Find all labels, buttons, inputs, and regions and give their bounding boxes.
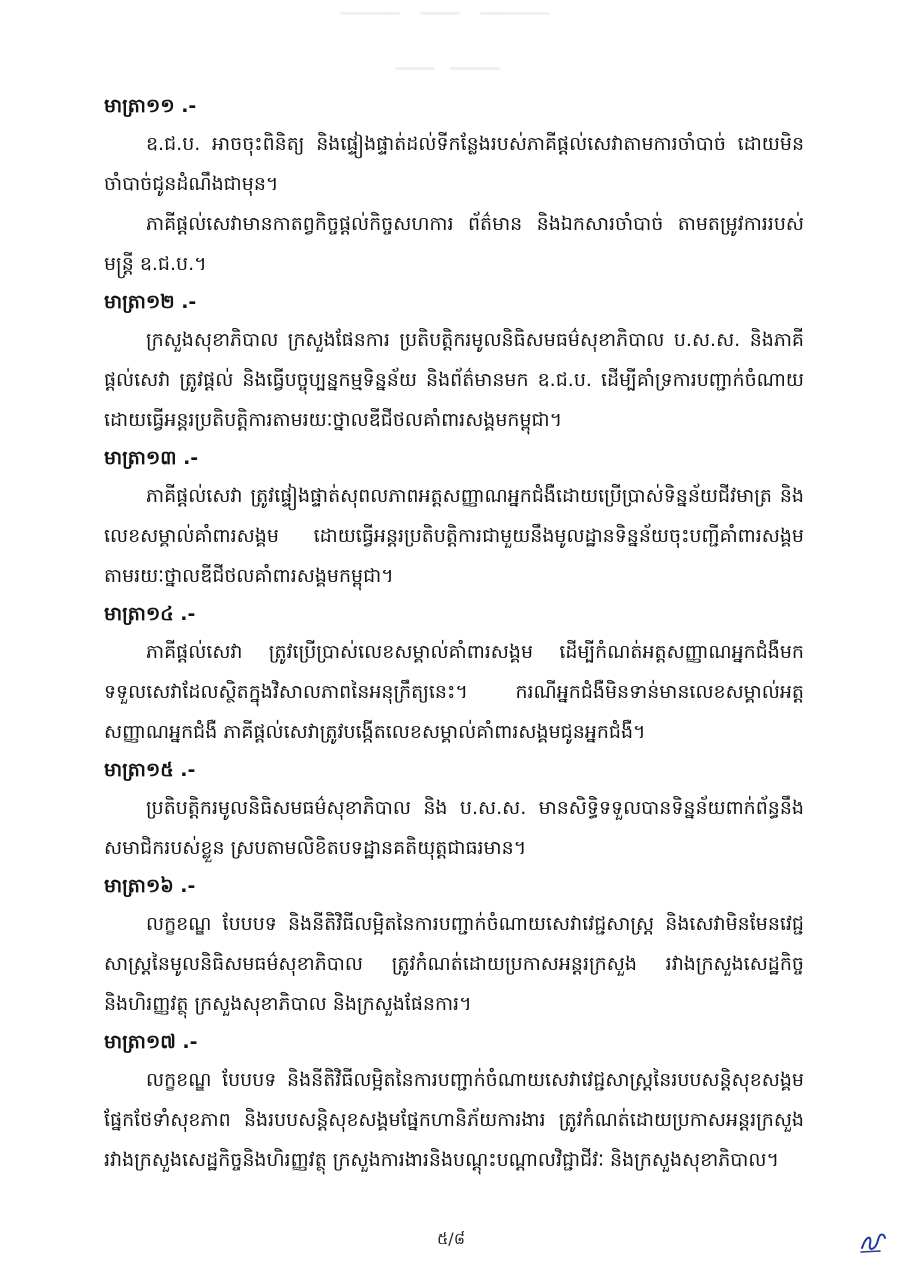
article-paragraph: ឧ.ជ.ប. អាចចុះពិនិត្យ និងផ្ទៀងផ្ទាត់ដល់ទីកន្លែងរបស់ភាគីផ្តល់សេវាតាមការចាំបាច់ ដោយមិនចាំបាច់ជូនដំណឹងជាមុន។ [104,133,804,195]
page-number: ៥/៨ [436,1229,466,1248]
article-heading: មាត្រា១៣ .- [104,447,199,469]
faded-subheader-trace [395,62,505,76]
article-heading: មាត្រា១៥ .- [104,759,196,781]
article-heading: មាត្រា១២ .- [104,291,197,313]
article-paragraph: ភាគីផ្តល់សេវាមានកាតព្វកិច្ចផ្តល់កិច្ចសហការ ព័ត៌មាន និងឯកសារចាំបាច់ តាមតម្រូវការរបស់មន្ត្រី ឧ.ជ.ប.។ [104,213,804,275]
article-heading: មាត្រា១៦ .- [104,875,196,897]
article-15 [104,752,804,868]
article-paragraph: ភាគីផ្តល់សេវា ត្រូវប្រើប្រាស់លេខសម្គាល់គាំពារសង្គម ដើម្បីកំណត់អត្តសញ្ញាណអ្នកជំងឺមកទទួលសេវាដែលស្ថិតក្នុងវិសាលភាពនៃអនុក្រឹត្យនេះ។ ករណីអ្នកជំងឺមិនទាន់មានលេខសម្គាល់អត្តសញ្ញាណអ្នកជំងឺ ភាគីផ្តល់សេវាត្រូវបង្កើតលេខសម្គាល់គាំពារសង្គមជូនអ្នកជំងឺ។ [104,641,804,743]
article-heading: មាត្រា១៤ .- [104,603,196,625]
article-12 [104,284,804,440]
article-paragraph: លក្ខខណ្ឌ បែបបទ និងនីតិវិធីលម្អិតនៃការបញ្ជាក់ចំណាយសេវាវេជ្ជសាស្ត្រ និងសេវាមិនមែនវេជ្ជសាស្ត្រនៃមូលនិធិសមធម៌សុខាភិបាល ត្រូវកំណត់ដោយប្រកាសអន្តរក្រសួង រវាងក្រសួងសេដ្ឋកិច្ចនិងហិរញ្ញវត្ថុ ក្រសួងសុខាភិបាល និងក្រសួងផែនការ។ [104,913,804,1015]
article-17 [104,1024,804,1180]
faded-header-trace [340,6,570,24]
article-16 [104,868,804,1024]
handwritten-initial-icon [858,1228,888,1256]
article-paragraph: លក្ខខណ្ឌ បែបបទ និងនីតិវិធីលម្អិតនៃការបញ្ជាក់ចំណាយសេវាវេជ្ជសាស្ត្រនៃរបបសន្តិសុខសង្គមផ្នែកថែទាំសុខភាព និងរបបសន្តិសុខសង្គមផ្នែកហានិភ័យការងារ ត្រូវកំណត់ដោយប្រកាសអន្តរក្រសួង រវាងក្រសួងសេដ្ឋកិច្ចនិងហិរញ្ញវត្ថុ ក្រសួងការងារនិងបណ្តុះបណ្តាលវិជ្ជាជីវៈ និងក្រសួងសុខាភិបាល។ [104,1069,804,1171]
article-11 [104,88,804,284]
article-13 [104,440,804,596]
article-heading: មាត្រា១១ .- [104,95,197,117]
article-paragraph: ក្រសួងសុខាភិបាល ក្រសួងផែនការ ប្រតិបត្តិករមូលនិធិសមធម៌សុខាភិបាល ប.ស.ស. និងភាគីផ្តល់សេវា ត្រូវផ្តល់ និងធ្វើបច្ចុប្បន្នកម្មទិន្នន័យ និងព័ត៌មានមក ឧ.ជ.ប. ដើម្បីគាំទ្រការបញ្ជាក់ចំណាយដោយធ្វើអន្តរប្រតិបត្តិការតាមរយៈថ្នាលឌីជីថលគាំពារសង្គមកម្ពុជា។ [104,329,804,431]
article-14 [104,596,804,752]
document-body [104,88,804,1180]
article-heading: មាត្រា១៧ .- [104,1031,198,1053]
article-paragraph: ភាគីផ្តល់សេវា ត្រូវផ្ទៀងផ្ទាត់សុពលភាពអត្តសញ្ញាណអ្នកជំងឺដោយប្រើប្រាស់ទិន្នន័យជីវមាត្រ និងលេខសម្គាល់គាំពារសង្គម ដោយធ្វើអន្តរប្រតិបត្តិការជាមួយនឹងមូលដ្ឋានទិន្នន័យចុះបញ្ជីគាំពារសង្គមតាមរយៈថ្នាលឌីជីថលគាំពារសង្គមកម្ពុជា។ [104,485,804,587]
article-paragraph: ប្រតិបត្តិករមូលនិធិសមធម៌សុខាភិបាល និង ប.ស.ស. មានសិទ្ធិទទួលបានទិន្នន័យពាក់ព័ន្ធនឹងសមាជិករបស់ខ្លួន ស្របតាមលិខិតបទដ្ឋានគតិយុត្តជាធរមាន។ [104,797,804,859]
